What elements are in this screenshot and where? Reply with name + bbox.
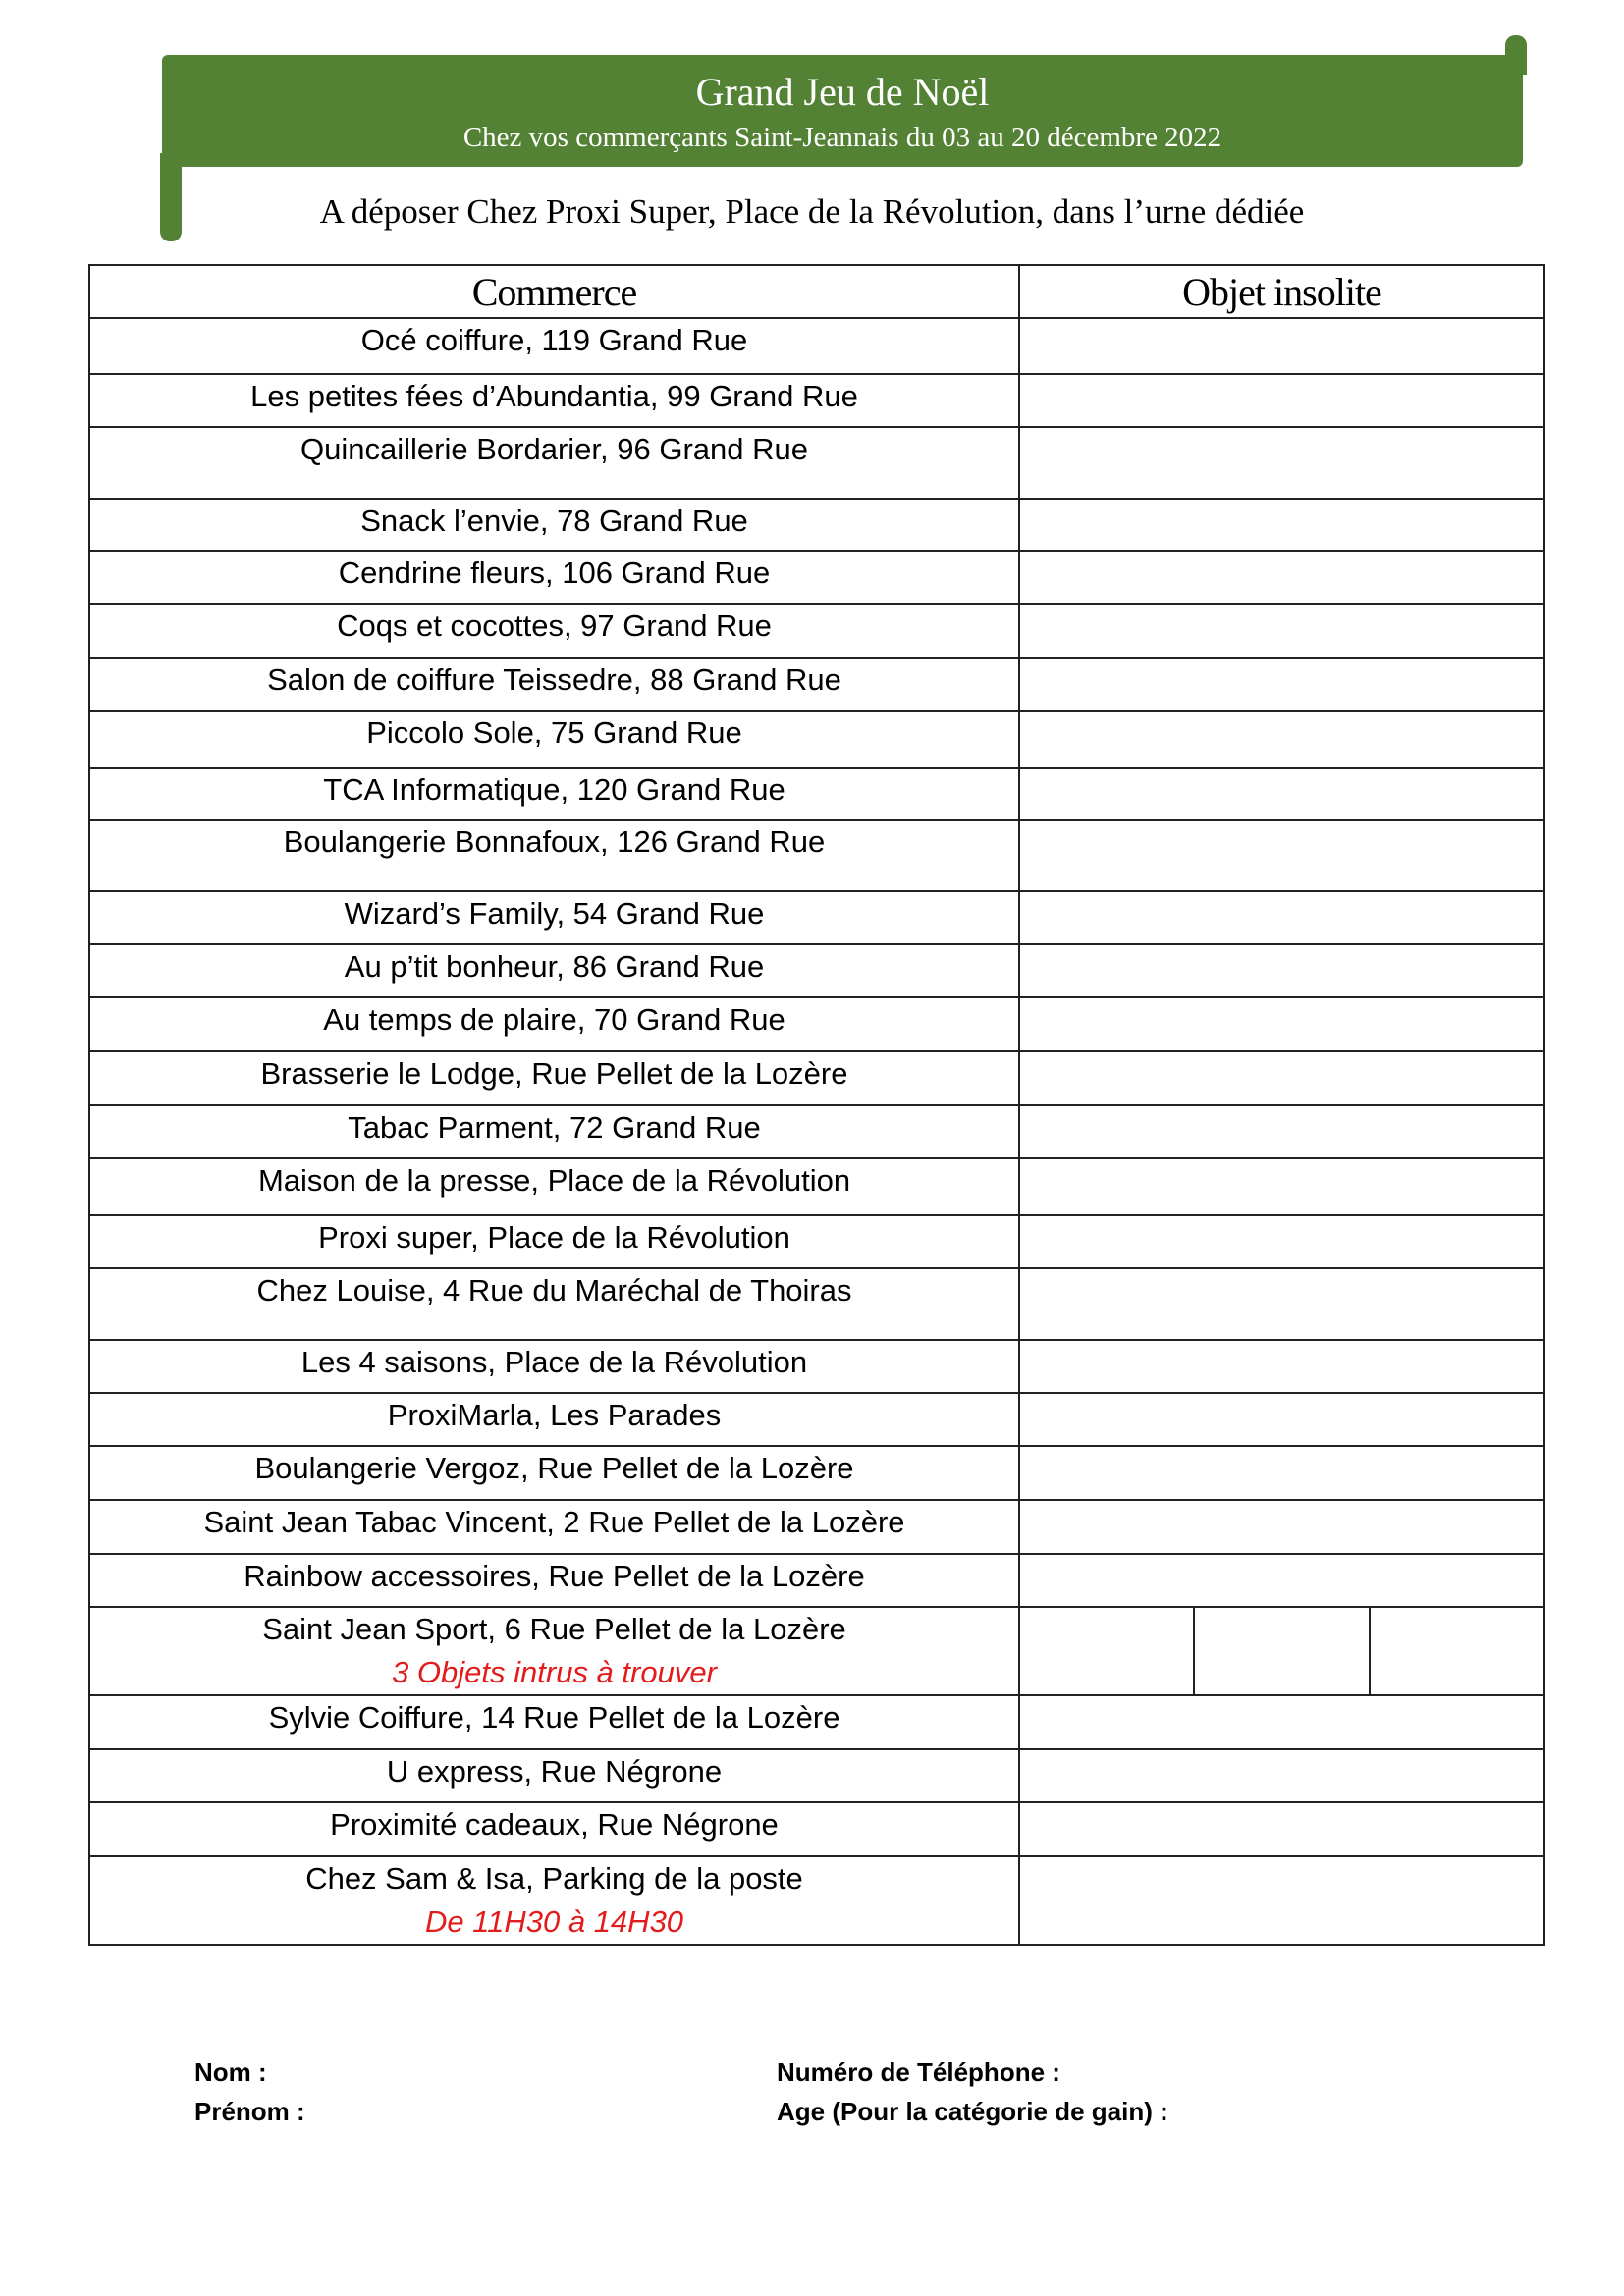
objet-insolite-cell — [1019, 1695, 1544, 1749]
shop-name: Les petites fées d’Abundantia, 99 Grand Rue — [250, 379, 858, 413]
shop-cell — [89, 1340, 1019, 1393]
objet-insolite-cell — [1019, 374, 1544, 427]
shop-cell — [89, 820, 1019, 891]
header-objet-insolite: Objet insolite — [1019, 265, 1544, 318]
objet-insolite-cell — [1019, 1268, 1544, 1340]
shop-cell — [89, 499, 1019, 551]
shop-name: Cendrine fleurs, 106 Grand Rue — [338, 556, 771, 590]
shop-cell — [89, 427, 1019, 499]
shop-name: Saint Jean Sport, 6 Rue Pellet de la Lozère — [262, 1612, 846, 1646]
shop-name: Quincaillerie Bordarier, 96 Grand Rue — [300, 432, 808, 466]
shop-cell — [89, 374, 1019, 427]
objet-insolite-cell — [1019, 1856, 1544, 1945]
shop-name: ProxiMarla, Les Parades — [387, 1398, 722, 1432]
header-commerce: Commerce — [89, 265, 1019, 318]
table-header-row — [89, 265, 1544, 318]
objet-insolite-cell — [1019, 604, 1544, 658]
shop-cell — [89, 1105, 1019, 1158]
table-row — [89, 891, 1544, 944]
table-row — [89, 944, 1544, 997]
shop-cell — [89, 1268, 1019, 1340]
shop-name: Océ coiffure, 119 Grand Rue — [360, 323, 748, 357]
table-row — [89, 1749, 1544, 1802]
objet-insolite-cell — [1019, 1215, 1544, 1268]
shop-cell — [89, 1802, 1019, 1856]
objet-insolite-cell — [1370, 1607, 1544, 1695]
shop-name: Saint Jean Tabac Vincent, 2 Rue Pellet de la Lozère — [203, 1505, 905, 1539]
shop-cell — [89, 604, 1019, 658]
shop-name: Sylvie Coiffure, 14 Rue Pellet de la Lozère — [268, 1700, 840, 1735]
shop-name: Chez Sam & Isa, Parking de la poste — [305, 1861, 803, 1896]
shop-name: Proximité cadeaux, Rue Négrone — [330, 1807, 779, 1842]
objet-insolite-cell — [1019, 1607, 1194, 1695]
shop-name: Snack l’envie, 78 Grand Rue — [360, 504, 748, 538]
shop-name: Brasserie le Lodge, Rue Pellet de la Lozère — [260, 1056, 848, 1091]
objet-insolite-cell — [1019, 318, 1544, 374]
shop-name: Piccolo Sole, 75 Grand Rue — [366, 716, 742, 750]
table-row — [89, 1215, 1544, 1268]
shop-cell — [89, 551, 1019, 604]
shop-name: Tabac Parment, 72 Grand Rue — [348, 1110, 761, 1145]
banner-subtitle: Chez vos commerçants Saint-Jeannais du 03 au 20 décembre 2022 — [462, 122, 1222, 153]
objet-insolite-cell — [1019, 1393, 1544, 1446]
objet-insolite-cell — [1019, 1554, 1544, 1607]
shop-cell — [89, 1446, 1019, 1500]
table-row — [89, 997, 1544, 1051]
table-row — [89, 711, 1544, 768]
objet-insolite-cell — [1019, 820, 1544, 891]
shop-name: Rainbow accessoires, Rue Pellet de la Lozère — [244, 1559, 865, 1593]
objet-insolite-cell — [1019, 1749, 1544, 1802]
table-row — [89, 1051, 1544, 1105]
shop-cell — [89, 1554, 1019, 1607]
shop-cell — [89, 658, 1019, 711]
objet-insolite-cell — [1019, 768, 1544, 820]
nom-label: Nom : — [194, 2057, 267, 2087]
objet-insolite-cell — [1019, 891, 1544, 944]
shop-name: Chez Louise, 4 Rue du Maréchal de Thoiras — [256, 1273, 852, 1308]
objet-insolite-cell — [1019, 499, 1544, 551]
shop-name: Au p’tit bonheur, 86 Grand Rue — [344, 949, 765, 984]
shop-cell — [89, 997, 1019, 1051]
deposit-instruction: A déposer Chez Proxi Super, Place de la Révolution, dans l’urne dédiée — [319, 192, 1305, 231]
prenom-label: Prénom : — [194, 2097, 305, 2126]
shop-name: Maison de la presse, Place de la Révolution — [257, 1163, 851, 1198]
objet-insolite-cell — [1194, 1607, 1369, 1695]
objet-insolite-cell — [1019, 944, 1544, 997]
telephone-label: Numéro de Téléphone : — [777, 2057, 1060, 2087]
title-banner — [162, 55, 1523, 167]
banner-title: Grand Jeu de Noël — [695, 70, 990, 114]
shop-name: Wizard’s Family, 54 Grand Rue — [344, 896, 765, 931]
shop-name: Les 4 saisons, Place de la Révolution — [300, 1345, 808, 1379]
shop-name: Au temps de plaire, 70 Grand Rue — [323, 1002, 785, 1037]
table-row — [89, 499, 1544, 551]
table-row — [89, 1105, 1544, 1158]
shop-cell — [89, 1158, 1019, 1215]
table-row — [89, 1695, 1544, 1749]
shop-name: Coqs et cocottes, 97 Grand Rue — [337, 609, 772, 643]
shop-note: De 11H30 à 14H30 — [424, 1904, 684, 1939]
objet-insolite-cell — [1019, 658, 1544, 711]
objet-insolite-cell — [1019, 427, 1544, 499]
shop-name: Salon de coiffure Teissedre, 88 Grand Rue — [267, 663, 841, 697]
shop-cell — [89, 768, 1019, 820]
table-row — [89, 318, 1544, 374]
objet-insolite-cell — [1019, 1340, 1544, 1393]
age-label: Age (Pour la catégorie de gain) : — [777, 2097, 1168, 2126]
shop-name: Proxi super, Place de la Révolution — [318, 1220, 790, 1255]
shop-cell — [89, 1393, 1019, 1446]
objet-insolite-cell — [1019, 1051, 1544, 1105]
table-row — [89, 374, 1544, 427]
shop-name: TCA Informatique, 120 Grand Rue — [323, 773, 785, 807]
table-row — [89, 1500, 1544, 1554]
table-row — [89, 1268, 1544, 1340]
objet-insolite-cell — [1019, 1802, 1544, 1856]
shop-cell — [89, 1500, 1019, 1554]
objet-insolite-cell — [1019, 1446, 1544, 1500]
table-row — [89, 551, 1544, 604]
shop-cell — [89, 1749, 1019, 1802]
table-row — [89, 768, 1544, 820]
table-row — [89, 1393, 1544, 1446]
table-row — [89, 658, 1544, 711]
table-row — [89, 1446, 1544, 1500]
shop-name: U express, Rue Négrone — [386, 1754, 723, 1789]
shop-cell — [89, 1856, 1019, 1945]
shops-table-body — [89, 318, 1544, 1945]
objet-insolite-cell — [1019, 1158, 1544, 1215]
shop-name: Boulangerie Bonnafoux, 126 Grand Rue — [283, 825, 826, 859]
table-row — [89, 1158, 1544, 1215]
shop-name: Boulangerie Vergoz, Rue Pellet de la Lozère — [254, 1451, 854, 1485]
table-row — [89, 820, 1544, 891]
table-row — [89, 1554, 1544, 1607]
objet-insolite-cell — [1019, 997, 1544, 1051]
shops-table — [88, 264, 1545, 1946]
shop-cell — [89, 944, 1019, 997]
shop-cell — [89, 711, 1019, 768]
shop-cell — [89, 318, 1019, 374]
shop-cell — [89, 1051, 1019, 1105]
table-row — [89, 1802, 1544, 1856]
objet-insolite-cell — [1019, 1105, 1544, 1158]
objet-insolite-cell — [1019, 711, 1544, 768]
table-row — [89, 1340, 1544, 1393]
table-row — [89, 604, 1544, 658]
shop-cell — [89, 891, 1019, 944]
table-row — [89, 1856, 1544, 1945]
shop-cell — [89, 1607, 1019, 1695]
shop-note: 3 Objets intrus à trouver — [392, 1655, 717, 1689]
objet-insolite-cell — [1019, 1500, 1544, 1554]
table-row — [89, 427, 1544, 499]
objet-insolite-cell — [1019, 551, 1544, 604]
shop-cell — [89, 1695, 1019, 1749]
shop-cell — [89, 1215, 1019, 1268]
table-row — [89, 1607, 1544, 1695]
